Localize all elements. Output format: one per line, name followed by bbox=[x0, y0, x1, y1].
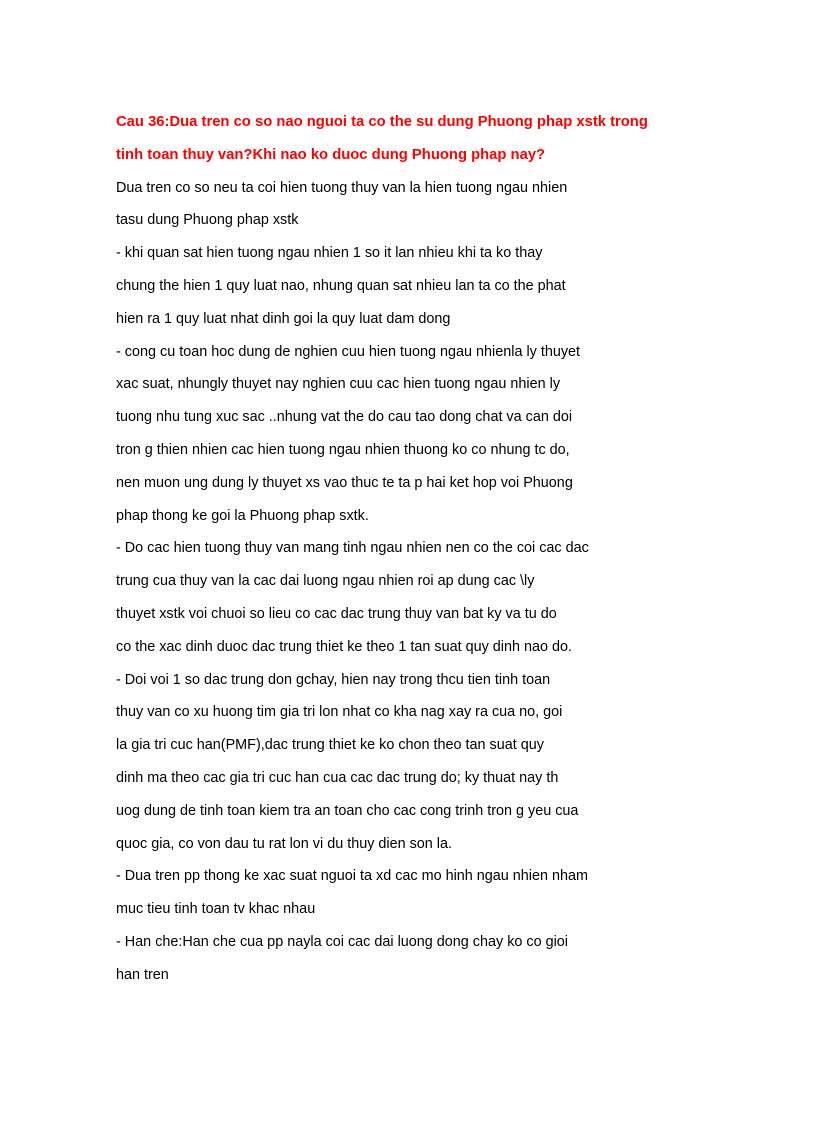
body-line: quoc gia, co von dau tu rat lon vi du thuy dien son la. bbox=[116, 835, 453, 852]
body-line: nen muon ung dung ly thuyet xs vao thuc te ta p hai ket hop voi Phuong bbox=[116, 474, 573, 491]
body-line: phap thong ke goi la Phuong phap sxtk. bbox=[116, 507, 369, 524]
document-text bbox=[116, 109, 716, 995]
body-line: tron g thien nhien cac hien tuong ngau nhien thuong ko co nhung tc do, bbox=[116, 441, 570, 458]
body-line: chung the hien 1 quy luat nao, nhung quan sat nhieu lan ta co the phat bbox=[116, 277, 566, 294]
body-line: - Doi voi 1 so dac trung don gchay, hien nay trong thcu tien tinh toan bbox=[116, 671, 551, 688]
body-line: hien ra 1 quy luat nhat dinh goi la quy luat dam dong bbox=[116, 310, 451, 327]
body-line: tasu dung Phuong phap xstk bbox=[116, 212, 299, 229]
body-line: han tren bbox=[116, 966, 169, 983]
question-heading-line-1: Cau 36:Dua tren co so nao nguoi ta co the su dung Phuong phap xstk trong bbox=[116, 114, 648, 130]
body-line: co the xac dinh duoc dac trung thiet ke theo 1 tan suat quy dinh nao do. bbox=[116, 638, 573, 655]
question-heading-line-2: tinh toan thuy van?Khi nao ko duoc dung Phuong phap nay? bbox=[116, 146, 546, 163]
body-line: thuyet xstk voi chuoi so lieu co cac dac trung thuy van bat ky va tu do bbox=[116, 605, 557, 622]
body-line: xac suat, nhungly thuyet nay nghien cuu cac hien tuong ngau nhien ly bbox=[116, 376, 561, 393]
body-line: trung cua thuy van la cac dai luong ngau nhien roi ap dung cac \ly bbox=[116, 573, 535, 590]
body-line: muc tieu tinh toan tv khac nhau bbox=[116, 901, 316, 918]
body-line: - Dua tren pp thong ke xac suat nguoi ta xd cac mo hinh ngau nhien nham bbox=[116, 868, 588, 885]
body-line: - Han che:Han che cua pp nayla coi cac dai luong dong chay ko co gioi bbox=[116, 933, 568, 950]
body-line: uog dung de tinh toan kiem tra an toan cho cac cong trinh tron g yeu cua bbox=[116, 802, 579, 819]
body-line: - Do cac hien tuong thuy van mang tinh ngau nhien nen co the coi cac dac bbox=[116, 540, 589, 557]
body-line: dinh ma theo cac gia tri cuc han cua cac dac trung do; ky thuat nay th bbox=[116, 769, 559, 786]
body-line: tuong nhu tung xuc sac ..nhung vat the do cau tao dong chat va can doi bbox=[116, 409, 573, 426]
body-line: - cong cu toan hoc dung de nghien cuu hien tuong ngau nhienla ly thuyet bbox=[116, 343, 581, 360]
body-line: thuy van co xu huong tim gia tri lon nhat co kha nag xay ra cua no, goi bbox=[116, 704, 563, 721]
body-line: - khi quan sat hien tuong ngau nhien 1 so it lan nhieu khi ta ko thay bbox=[116, 245, 543, 262]
body-line: Dua tren co so neu ta coi hien tuong thuy van la hien tuong ngau nhien bbox=[116, 179, 568, 196]
body-line: la gia tri cuc han(PMF),dac trung thiet ke ko chon theo tan suat quy bbox=[116, 737, 544, 754]
